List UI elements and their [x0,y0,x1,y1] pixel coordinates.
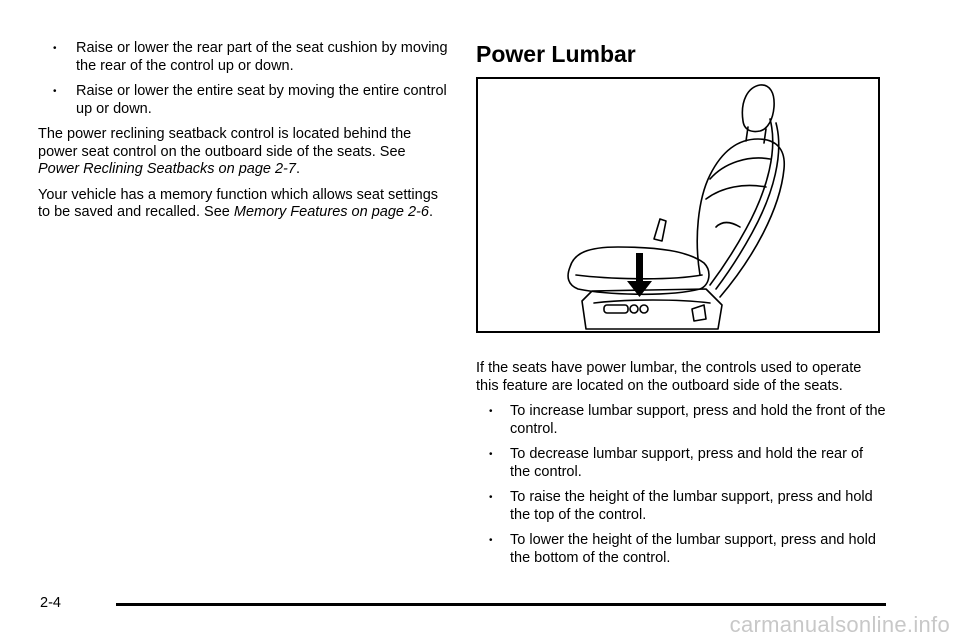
bullet-icon: • [489,406,493,417]
cross-reference-link[interactable]: Power Reclining Seatbacks on page 2-7 [38,161,296,177]
list-item [476,489,886,524]
seat-illustration-icon [478,79,878,331]
right-heading-area [476,40,886,68]
footer-divider [116,603,886,606]
period: . [428,204,433,220]
bullet-icon: • [53,43,57,54]
list-item [476,532,886,567]
period: . [295,161,300,177]
list-item-text: To raise the height of the lumbar support, press and hold the top of the control. [510,489,873,523]
list-item-text: Raise or lower the entire seat by moving the entire control up or down. [76,83,447,117]
list-item [38,40,448,75]
bullet-icon: • [489,449,493,460]
paragraph-text: Your vehicle has a memory function which allows seat settings to be saved and recalled. See [38,186,439,220]
section-heading: Power Lumbar [476,41,636,67]
paragraph-reclining [38,126,448,179]
list-item [476,403,886,438]
list-item [476,446,886,481]
list-item-text: To decrease lumbar support, press and hold the rear of the control. [510,446,864,480]
list-item [38,83,448,118]
list-item-text: Raise or lower the rear part of the seat cushion by moving the rear of the control up or down. [76,40,448,74]
bullet-icon: • [489,492,493,503]
list-item-text: To increase lumbar support, press and hold the front of the control. [510,403,886,437]
right-column-body [476,360,886,575]
seat-figure [476,77,880,333]
paragraph-text: The power reclining seatback control is located behind the power seat control on the outboard side of the seats. See [38,126,412,160]
left-column [38,40,448,230]
paragraph-intro: If the seats have power lumbar, the controls used to operate this feature are located on the outboard side of the seats. [476,360,862,394]
page-number: 2-4 [40,595,61,611]
bullet-icon: • [53,86,57,97]
bullet-icon: • [489,535,493,546]
paragraph-memory [38,187,448,222]
cross-reference-link[interactable]: Memory Features on page 2-6 [233,204,429,220]
list-item-text: To lower the height of the lumbar support, press and hold the bottom of the control. [510,532,876,566]
watermark: carmanualsonline.info [729,612,950,637]
